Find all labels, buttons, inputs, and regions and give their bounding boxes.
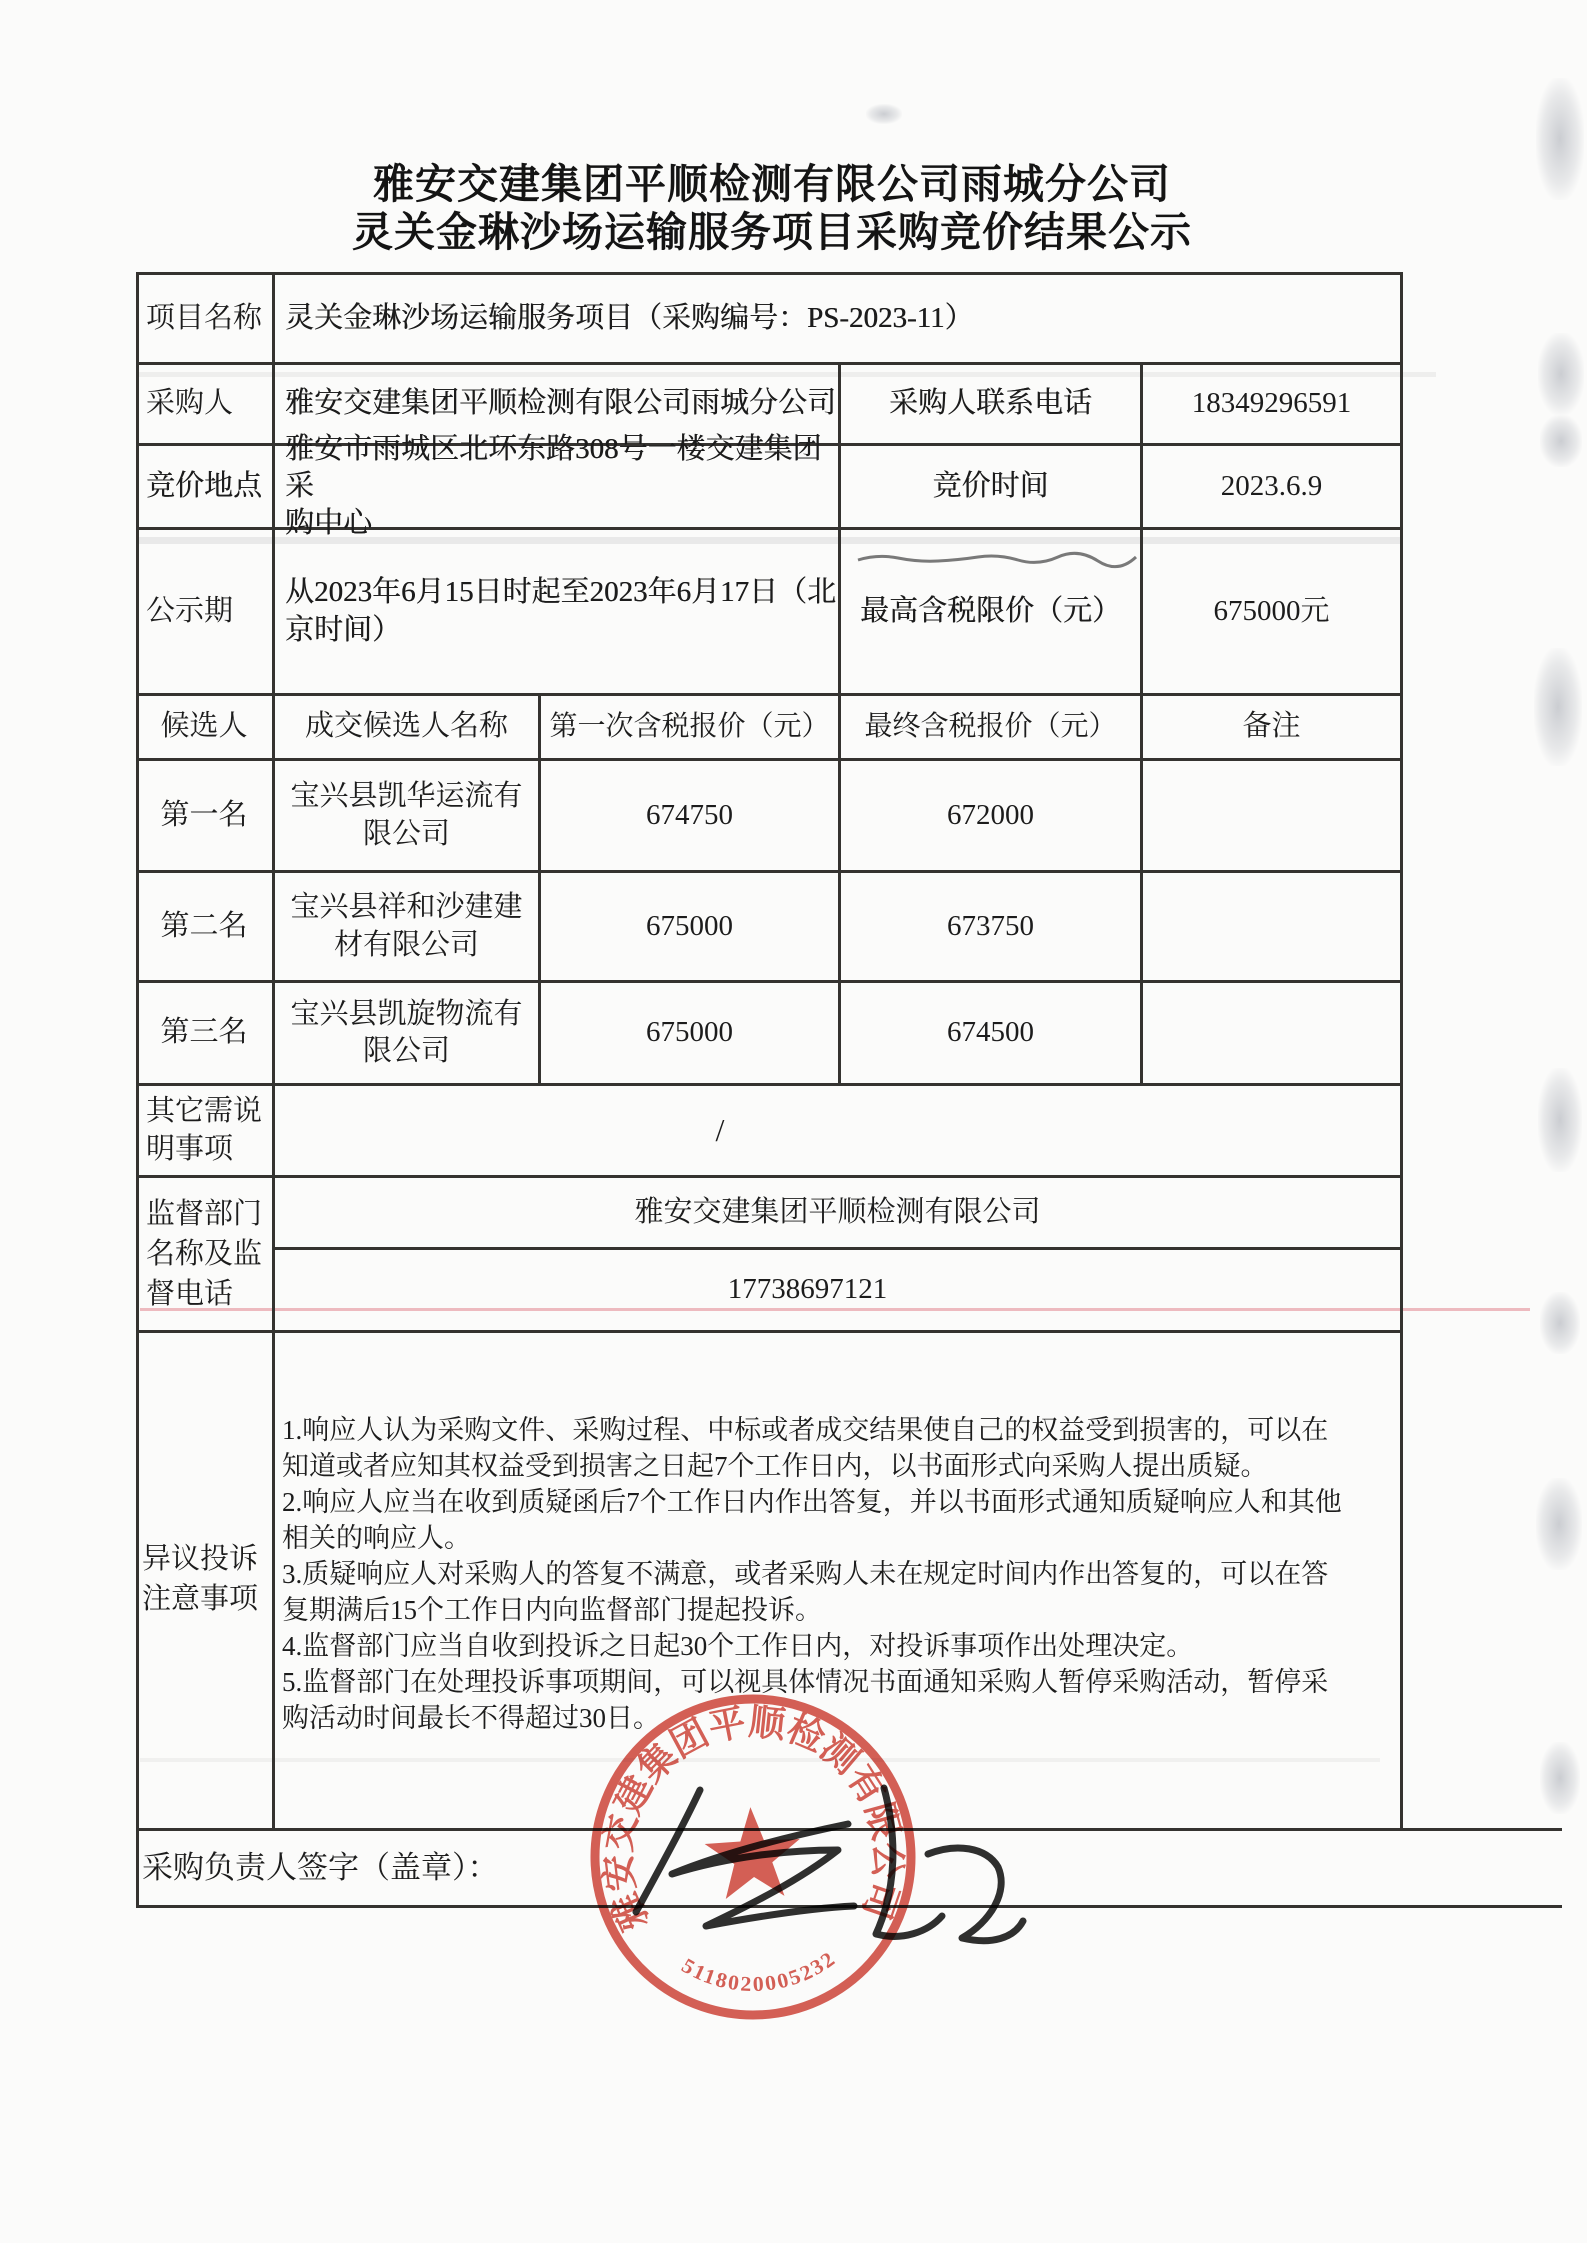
supervision-org: 雅安交建集团平顺检测有限公司 xyxy=(634,1195,1041,1228)
objection-label: 异议投诉注意事项 xyxy=(142,1543,259,1615)
candidate-final-quote: 672000 xyxy=(947,798,1034,831)
document-title-line1: 雅安交建集团平顺检测有限公司雨城分公司 xyxy=(373,161,1171,207)
max-price-value: 675000元 xyxy=(1213,594,1330,627)
bidding-location-line2: 购中心 xyxy=(285,507,373,540)
candidate-rank: 第二名 xyxy=(160,909,248,942)
header-final-quote: 最终含税报价（元） xyxy=(864,711,1117,743)
header-candidate-name: 成交候选人名称 xyxy=(304,710,508,743)
candidate-final-quote: 674500 xyxy=(947,1016,1034,1049)
bidding-time-label: 竞价时间 xyxy=(932,469,1049,502)
bidding-location-line1: 雅安市雨城区北环东路308号一楼交建集团采 xyxy=(285,432,822,502)
objection-line: 3.质疑响应人对采购人的答复不满意，或者采购人未在规定时间内作出答复的，可以在答 xyxy=(282,1559,1329,1589)
objection-line: 4.监督部门应当自收到投诉之日起30个工作日内，对投诉事项作出处理决定。 xyxy=(282,1631,1194,1661)
project-name-value: 灵关金琳沙场运输服务项目（采购编号：PS-2023-11） xyxy=(285,301,974,334)
candidate-rank: 第一名 xyxy=(160,798,248,831)
objection-line: 知道或者应知其权益受到损害之日起7个工作日内，以书面形式向采购人提出质疑。 xyxy=(282,1451,1268,1481)
supervision-phone: 17738697121 xyxy=(727,1273,888,1306)
candidate-first-quote: 674750 xyxy=(646,798,733,831)
header-remark: 备注 xyxy=(1242,710,1301,743)
signature-label: 采购负责人签字（盖章）： xyxy=(142,1850,499,1886)
other-notes-label: 其它需说明事项 xyxy=(146,1095,263,1165)
candidate-name: 宝兴县祥和沙建建材有限公司 xyxy=(290,891,523,961)
stamp-serial-text: 5118020005232 xyxy=(677,1946,841,1997)
header-candidate: 候选人 xyxy=(160,710,248,743)
objection-line: 复期满后15个工作日内向监督部门提起投诉。 xyxy=(282,1595,822,1625)
bidding-time-value: 2023.6.9 xyxy=(1220,469,1323,502)
purchaser-label: 采购人 xyxy=(146,387,234,420)
objection-line: 1.响应人认为采购文件、采购过程、中标或者成交结果使自己的权益受到损害的，可以在 xyxy=(282,1415,1329,1445)
candidate-final-quote: 673750 xyxy=(947,909,1034,942)
candidate-rank: 第三名 xyxy=(160,1016,248,1049)
objection-line: 5.监督部门在处理投诉事项期间，可以视具体情况书面通知采购人暂停采购活动，暂停采 xyxy=(282,1667,1329,1697)
bidding-location-label: 竞价地点 xyxy=(146,469,263,502)
candidate-name: 宝兴县凯旋物流有限公司 xyxy=(290,997,523,1067)
purchaser-value: 雅安交建集团平顺检测有限公司雨城分公司 xyxy=(285,387,837,420)
other-notes-value: / xyxy=(715,1112,725,1149)
publicity-period-label: 公示期 xyxy=(146,594,234,627)
candidate-first-quote: 675000 xyxy=(646,909,733,942)
objection-line: 相关的响应人。 xyxy=(282,1523,471,1553)
header-first-quote: 第一次含税报价（元） xyxy=(549,711,830,743)
candidate-first-quote: 675000 xyxy=(646,1016,733,1049)
supervision-label: 监督部门名称及监督电话 xyxy=(146,1198,263,1310)
project-name-label: 项目名称 xyxy=(145,301,262,334)
objection-line: 购活动时间最长不得超过30日。 xyxy=(282,1703,660,1733)
publicity-period-line1: 从2023年6月15日时起至2023年6月17日（北 xyxy=(285,576,837,609)
document-title-line2: 灵关金琳沙场运输服务项目采购竞价结果公示 xyxy=(352,209,1192,255)
publicity-period-line2: 京时间） xyxy=(285,613,402,646)
objection-line: 2.响应人应当在收到质疑函后7个工作日内作出答复，并以书面形式通知质疑响应人和其他 xyxy=(282,1487,1342,1517)
max-price-label: 最高含税限价（元） xyxy=(859,594,1121,627)
purchaser-contact-value: 18349296591 xyxy=(1191,387,1352,420)
stamp-company-text: 雅安交建集团平顺检测有限公司 xyxy=(597,1701,908,1937)
candidate-name: 宝兴县凯华运流有限公司 xyxy=(290,780,523,850)
purchaser-contact-label: 采购人联系电话 xyxy=(888,387,1092,420)
